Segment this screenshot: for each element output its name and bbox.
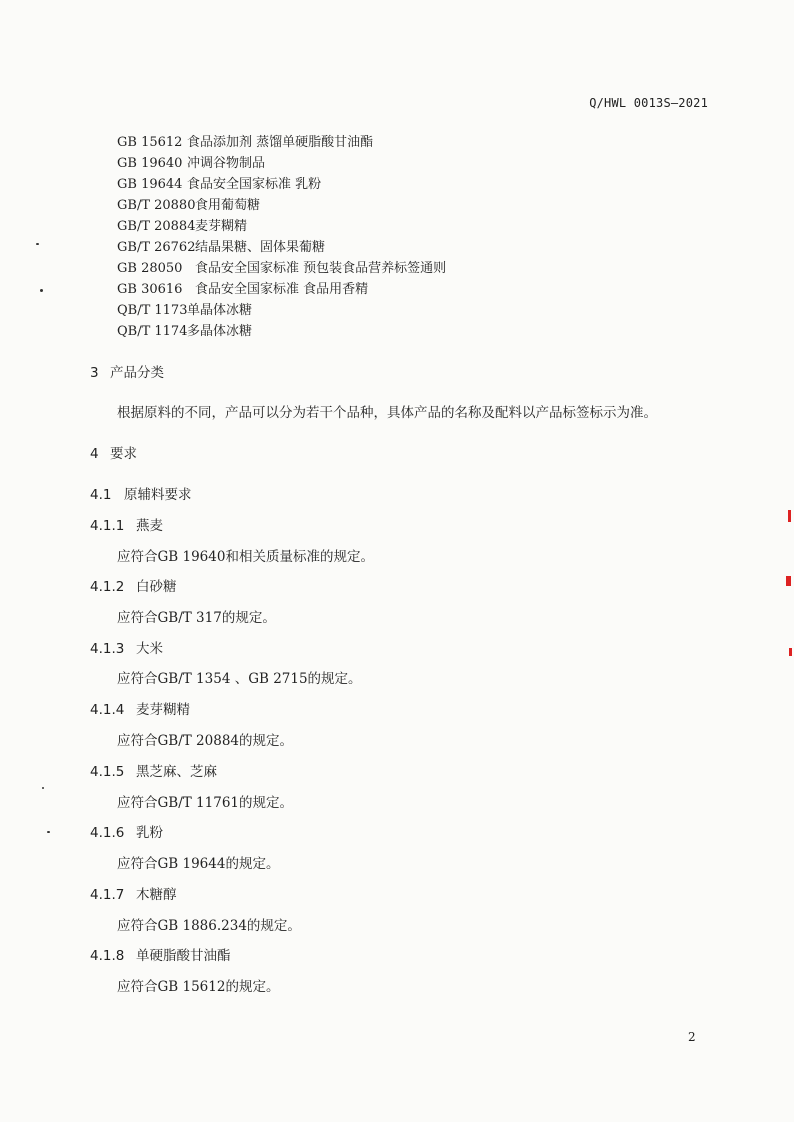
- section-title: 产品分类: [110, 365, 164, 381]
- reference-item: [117, 236, 325, 255]
- section-number: 4.1: [90, 487, 112, 503]
- page-number: 2: [688, 1030, 696, 1044]
- clause-title: 乳粉: [136, 825, 163, 841]
- clause-number: 4.1.3: [90, 641, 125, 657]
- reference-code: GB/T 26762: [117, 240, 196, 255]
- reference-title: 食用葡萄糖: [195, 198, 261, 213]
- clause-text: 应符合GB 1886.234的规定。: [117, 918, 301, 934]
- clause-text: 应符合GB/T 11761的规定。: [117, 795, 293, 811]
- clause-number: 4.1.5: [90, 764, 125, 780]
- seal-edge-mark: [788, 510, 791, 522]
- clause-title: 黑芝麻、芝麻: [136, 764, 217, 780]
- reference-title: 食品安全国家标准 预包装食品营养标签通则: [195, 261, 447, 276]
- clause-text: 应符合GB/T 1354 、GB 2715的规定。: [117, 671, 362, 687]
- section-heading: [90, 361, 164, 381]
- reference-title: 冲调谷物制品: [187, 156, 266, 171]
- clause-title: 燕麦: [136, 518, 163, 534]
- clause-title: 大米: [136, 641, 163, 657]
- clause-number: 4.1.6: [90, 825, 125, 841]
- reference-item: [117, 320, 252, 339]
- reference-title: 食品安全国家标准 乳粉: [187, 177, 322, 192]
- reference-item: [117, 173, 321, 192]
- reference-code: GB 19644: [117, 177, 183, 192]
- clause-title: 白砂糖: [136, 579, 177, 595]
- clause-number: 4.1.7: [90, 887, 125, 903]
- subsection-heading: [90, 483, 192, 503]
- reference-title: 单晶体冰糖: [187, 303, 253, 318]
- reference-item: [117, 215, 247, 234]
- reference-title: 食品安全国家标准 食品用香精: [195, 282, 369, 297]
- reference-code: GB 28050: [117, 261, 183, 276]
- clause-heading: [90, 883, 177, 903]
- reference-title: 多晶体冰糖: [187, 324, 253, 339]
- section-heading: [90, 442, 137, 462]
- document-number: Q/HWL 0013S—2021: [589, 96, 708, 110]
- reference-code: GB 15612: [117, 135, 183, 150]
- clause-heading: [90, 821, 163, 841]
- clause-text: 应符合GB/T 317的规定。: [117, 610, 276, 626]
- seal-edge-mark: [789, 648, 792, 656]
- clause-title: 单硬脂酸甘油酯: [136, 948, 231, 964]
- reference-code: GB 19640: [117, 156, 183, 171]
- reference-item: [117, 299, 252, 318]
- clause-heading: [90, 698, 190, 718]
- clause-number: 4.1.2: [90, 579, 125, 595]
- reference-title: 食品添加剂 蒸馏单硬脂酸甘油酯: [187, 135, 374, 150]
- scan-speck: [47, 831, 50, 833]
- scan-speck: [36, 243, 39, 245]
- clause-text: 应符合GB 19644的规定。: [117, 856, 280, 872]
- section-number: 4: [90, 446, 99, 462]
- reference-item: [117, 257, 446, 276]
- clause-title: 麦芽糊精: [136, 702, 190, 718]
- clause-number: 4.1.4: [90, 702, 125, 718]
- clause-number: 4.1.1: [90, 518, 125, 534]
- clause-title: 木糖醇: [136, 887, 177, 903]
- section-paragraph: 根据原料的不同，产品可以分为若干个品种，具体产品的名称及配料以产品标签标示为准。: [117, 405, 657, 421]
- reference-item: [117, 194, 260, 213]
- reference-code: GB 30616: [117, 282, 183, 297]
- scan-speck: [40, 289, 43, 292]
- clause-heading: [90, 944, 231, 964]
- reference-title: 结晶果糖、固体果葡糖: [195, 240, 326, 255]
- reference-code: QB/T 1174: [117, 324, 188, 339]
- clause-heading: [90, 760, 217, 780]
- clause-text: 应符合GB 19640和相关质量标准的规定。: [117, 549, 374, 565]
- clause-heading: [90, 637, 163, 657]
- reference-item: [117, 152, 265, 171]
- clause-heading: [90, 514, 163, 534]
- section-title: 要求: [110, 446, 137, 462]
- reference-code: GB/T 20884: [117, 219, 196, 234]
- scan-speck: [42, 787, 44, 789]
- reference-code: QB/T 1173: [117, 303, 188, 318]
- reference-code: GB/T 20880: [117, 198, 196, 213]
- clause-heading: [90, 575, 177, 595]
- reference-title: 麦芽糊精: [195, 219, 248, 234]
- reference-item: [117, 278, 368, 297]
- clause-text: 应符合GB/T 20884的规定。: [117, 733, 293, 749]
- reference-item: [117, 131, 373, 150]
- section-title: 原辅料要求: [124, 487, 192, 503]
- clause-text: 应符合GB 15612的规定。: [117, 979, 280, 995]
- seal-edge-mark: [786, 576, 791, 586]
- clause-number: 4.1.8: [90, 948, 125, 964]
- section-number: 3: [90, 365, 99, 381]
